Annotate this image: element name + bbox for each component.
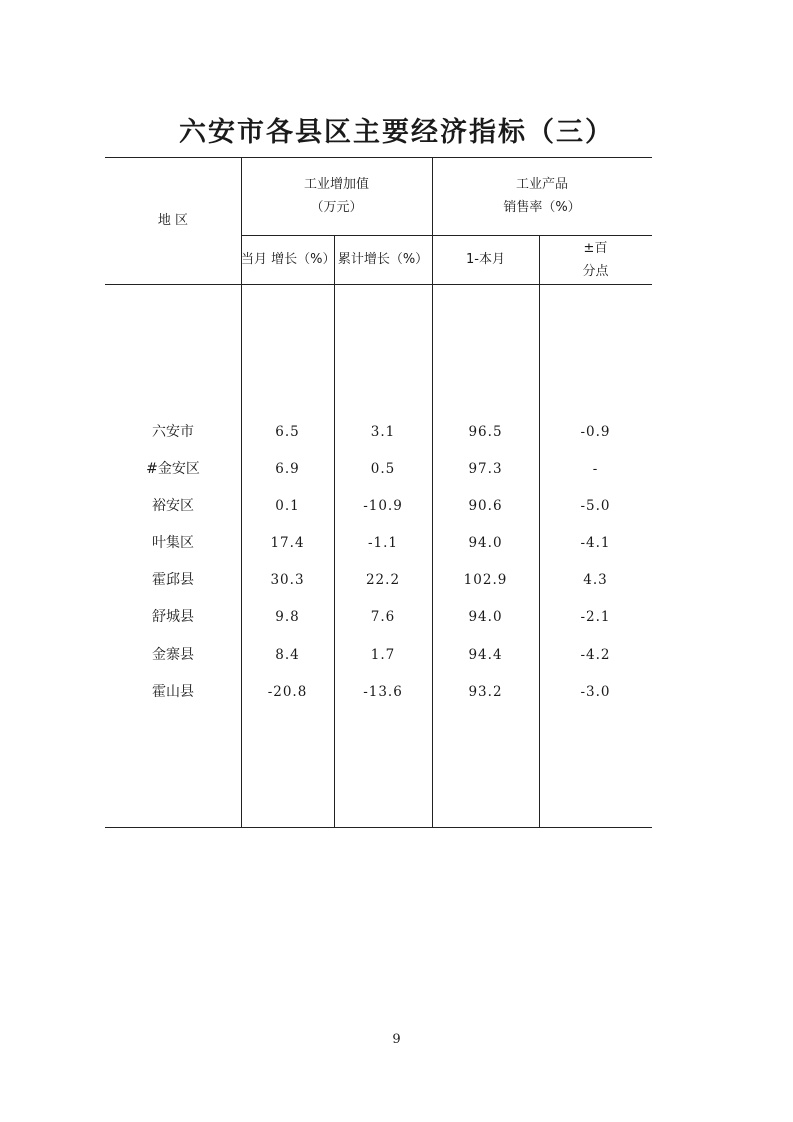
row-pp-change: -4.2 [580,647,611,663]
row-cum-growth: 3.1 [370,424,396,440]
row-cum-growth: -1.1 [367,535,399,551]
row-pp-change: -2.1 [580,609,611,625]
row-month-growth: 30.3 [270,572,305,588]
row-region: 裕安区 [152,498,194,514]
page-title: 六安市各县区主要经济指标（三） [179,117,614,148]
row-cum-growth: 7.6 [370,609,396,625]
header-pp-line1: ±百 [583,240,608,256]
header-cum-growth-label: 累计增长（%） [337,252,429,267]
header-sales-line1: 工业产品 [515,177,568,192]
row-region: 舒城县 [152,609,194,625]
header-pp-change [539,235,652,284]
header-industrial-added-value [241,157,432,235]
row-month-growth: 6.5 [275,424,300,440]
row-pp-change: -4.1 [580,535,611,551]
row-month-growth: 9.8 [275,609,300,625]
row-sales-rate: 94.0 [468,609,503,625]
row-cum-growth: 0.5 [370,461,396,477]
row-month-growth: 17.4 [270,535,305,551]
row-region: 六安市 [152,424,194,440]
row-pp-change: - [592,461,599,477]
header-month-growth-label: 当月 增长（%） [241,252,336,267]
row-sales-rate: 90.6 [468,498,503,514]
row-sales-rate: 94.4 [468,647,503,663]
row-region: 霍邱县 [152,572,194,588]
header-month-growth [241,235,334,284]
row-month-growth: 0.1 [275,498,300,514]
row-cum-growth: 1.7 [370,647,396,663]
header-jan-to-month [432,235,539,284]
header-ind-line1: 工业增加值 [303,177,369,192]
row-pp-change: 4.3 [583,572,608,588]
header-jan-to-month-label: 1-本月 [466,252,505,267]
row-region: 霍山县 [152,684,194,700]
header-sales-line2: 销售率（%） [503,200,581,215]
row-month-growth: -20.8 [267,684,308,700]
row-sales-rate: 94.0 [468,535,503,551]
header-region-label: 地 区 [157,213,189,228]
row-region: 金寨县 [152,647,194,663]
row-pp-change: -0.9 [580,424,611,440]
row-sales-rate: 93.2 [468,684,503,700]
row-pp-change: -5.0 [580,498,611,514]
header-bottom-rule [105,284,652,285]
row-month-growth: 8.4 [275,647,300,663]
header-sales-rate [432,157,652,235]
row-sales-rate: 102.9 [463,572,508,588]
row-pp-change: -3.0 [580,684,611,700]
header-pp-line2: 分点 [582,263,609,279]
page-number: 9 [392,1032,401,1047]
row-sales-rate: 96.5 [468,424,503,440]
row-cum-growth: -10.9 [363,498,403,514]
header-region [105,157,241,284]
row-month-growth: 6.9 [275,461,300,477]
header-ind-line2: （万元） [310,200,363,215]
row-cum-growth: 22.2 [365,572,401,588]
table-bottom-rule [105,827,652,828]
row-sales-rate: 97.3 [468,461,503,477]
header-cum-growth [334,235,432,284]
row-cum-growth: -13.6 [363,684,403,700]
row-region: #金安区 [146,461,200,477]
row-region: 叶集区 [152,535,194,551]
